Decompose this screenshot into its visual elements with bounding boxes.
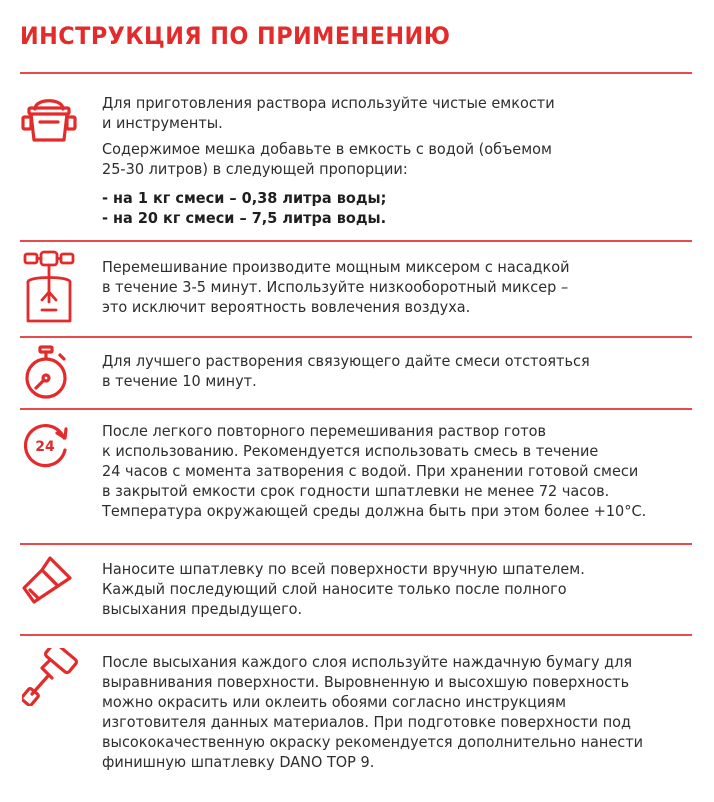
section-text-finishing bbox=[102, 652, 681, 772]
page-title: ИНСТРУКЦИЯ ПО ПРИМЕНЕНИЮ bbox=[20, 22, 451, 50]
text-line: в закрытой емкости срок годности шпатлевки не менее 72 часов. bbox=[102, 482, 610, 500]
divider bbox=[20, 72, 692, 74]
divider bbox=[20, 634, 692, 636]
section-text-mixing bbox=[102, 257, 681, 317]
text-line: выравнивания поверхности. Выровненную и высохшую поверхность bbox=[102, 673, 630, 691]
section-text-settling bbox=[102, 351, 681, 391]
text-line: Перемешивание производите мощным миксером с насадкой bbox=[102, 258, 570, 276]
text-line: Температура окружающей среды должна быть при этом более +10°C. bbox=[102, 502, 647, 520]
text-line: 24 часов с момента затворения с водой. При хранении готовой смеси bbox=[102, 462, 639, 480]
text-line: высококачественную окраску рекомендуется дополнительно нанести bbox=[102, 733, 644, 751]
text-line: к использованию. Рекомендуется использовать смесь в течение bbox=[102, 442, 599, 460]
text-line: и инструменты. bbox=[102, 114, 223, 132]
text-line: Содержимое мешка добавьте в емкость с водой (объемом bbox=[102, 140, 552, 158]
text-line: изготовителя данных материалов. При подготовке поверхности под bbox=[102, 713, 632, 731]
proportion-line: - на 20 кг смеси – 7,5 литра воды. bbox=[102, 209, 387, 227]
text-line: финишную шпатлевку DANO TOP 9. bbox=[102, 753, 375, 771]
text-line: высыхания предыдущего. bbox=[102, 600, 303, 618]
section-text-mixing-preparation bbox=[102, 93, 681, 228]
section-text-usage-time bbox=[102, 421, 681, 521]
text-line: 25-30 литров) в следующей пропорции: bbox=[102, 160, 408, 178]
divider bbox=[20, 408, 692, 410]
paint-roller-icon bbox=[22, 648, 80, 706]
text-line: Каждый последующий слой наносите только после полного bbox=[102, 580, 567, 598]
spatula-icon bbox=[20, 552, 76, 610]
proportion-line: - на 1 кг смеси – 0,38 литра воды; bbox=[102, 189, 387, 207]
text-line: в течение 10 минут. bbox=[102, 372, 257, 390]
text-line: Наносите шпатлевку по всей поверхности вручную шпателем. bbox=[102, 560, 585, 578]
divider bbox=[20, 543, 692, 545]
text-line: можно окрасить или оклеить обоями согласно инструкциям bbox=[102, 693, 567, 711]
divider bbox=[20, 240, 692, 242]
24-hours-icon bbox=[20, 420, 74, 470]
text-line: После легкого повторного перемешивания раствор готов bbox=[102, 422, 547, 440]
stopwatch-icon bbox=[20, 345, 72, 401]
bucket-icon bbox=[20, 93, 78, 145]
24-hours-label: 24 bbox=[35, 439, 55, 455]
text-line: Для лучшего растворения связующего дайте смеси отстояться bbox=[102, 352, 590, 370]
text-line: Для приготовления раствора используйте чистые емкости bbox=[102, 94, 555, 112]
text-line: это исключит вероятность вовлечения воздуха. bbox=[102, 298, 471, 316]
text-line: После высыхания каждого слоя используйте наждачную бумагу для bbox=[102, 653, 633, 671]
mixer-icon bbox=[22, 250, 78, 328]
section-text-application bbox=[102, 559, 681, 619]
text-line: в течение 3-5 минут. Используйте низкооборотный миксер – bbox=[102, 278, 569, 296]
divider bbox=[20, 336, 692, 338]
